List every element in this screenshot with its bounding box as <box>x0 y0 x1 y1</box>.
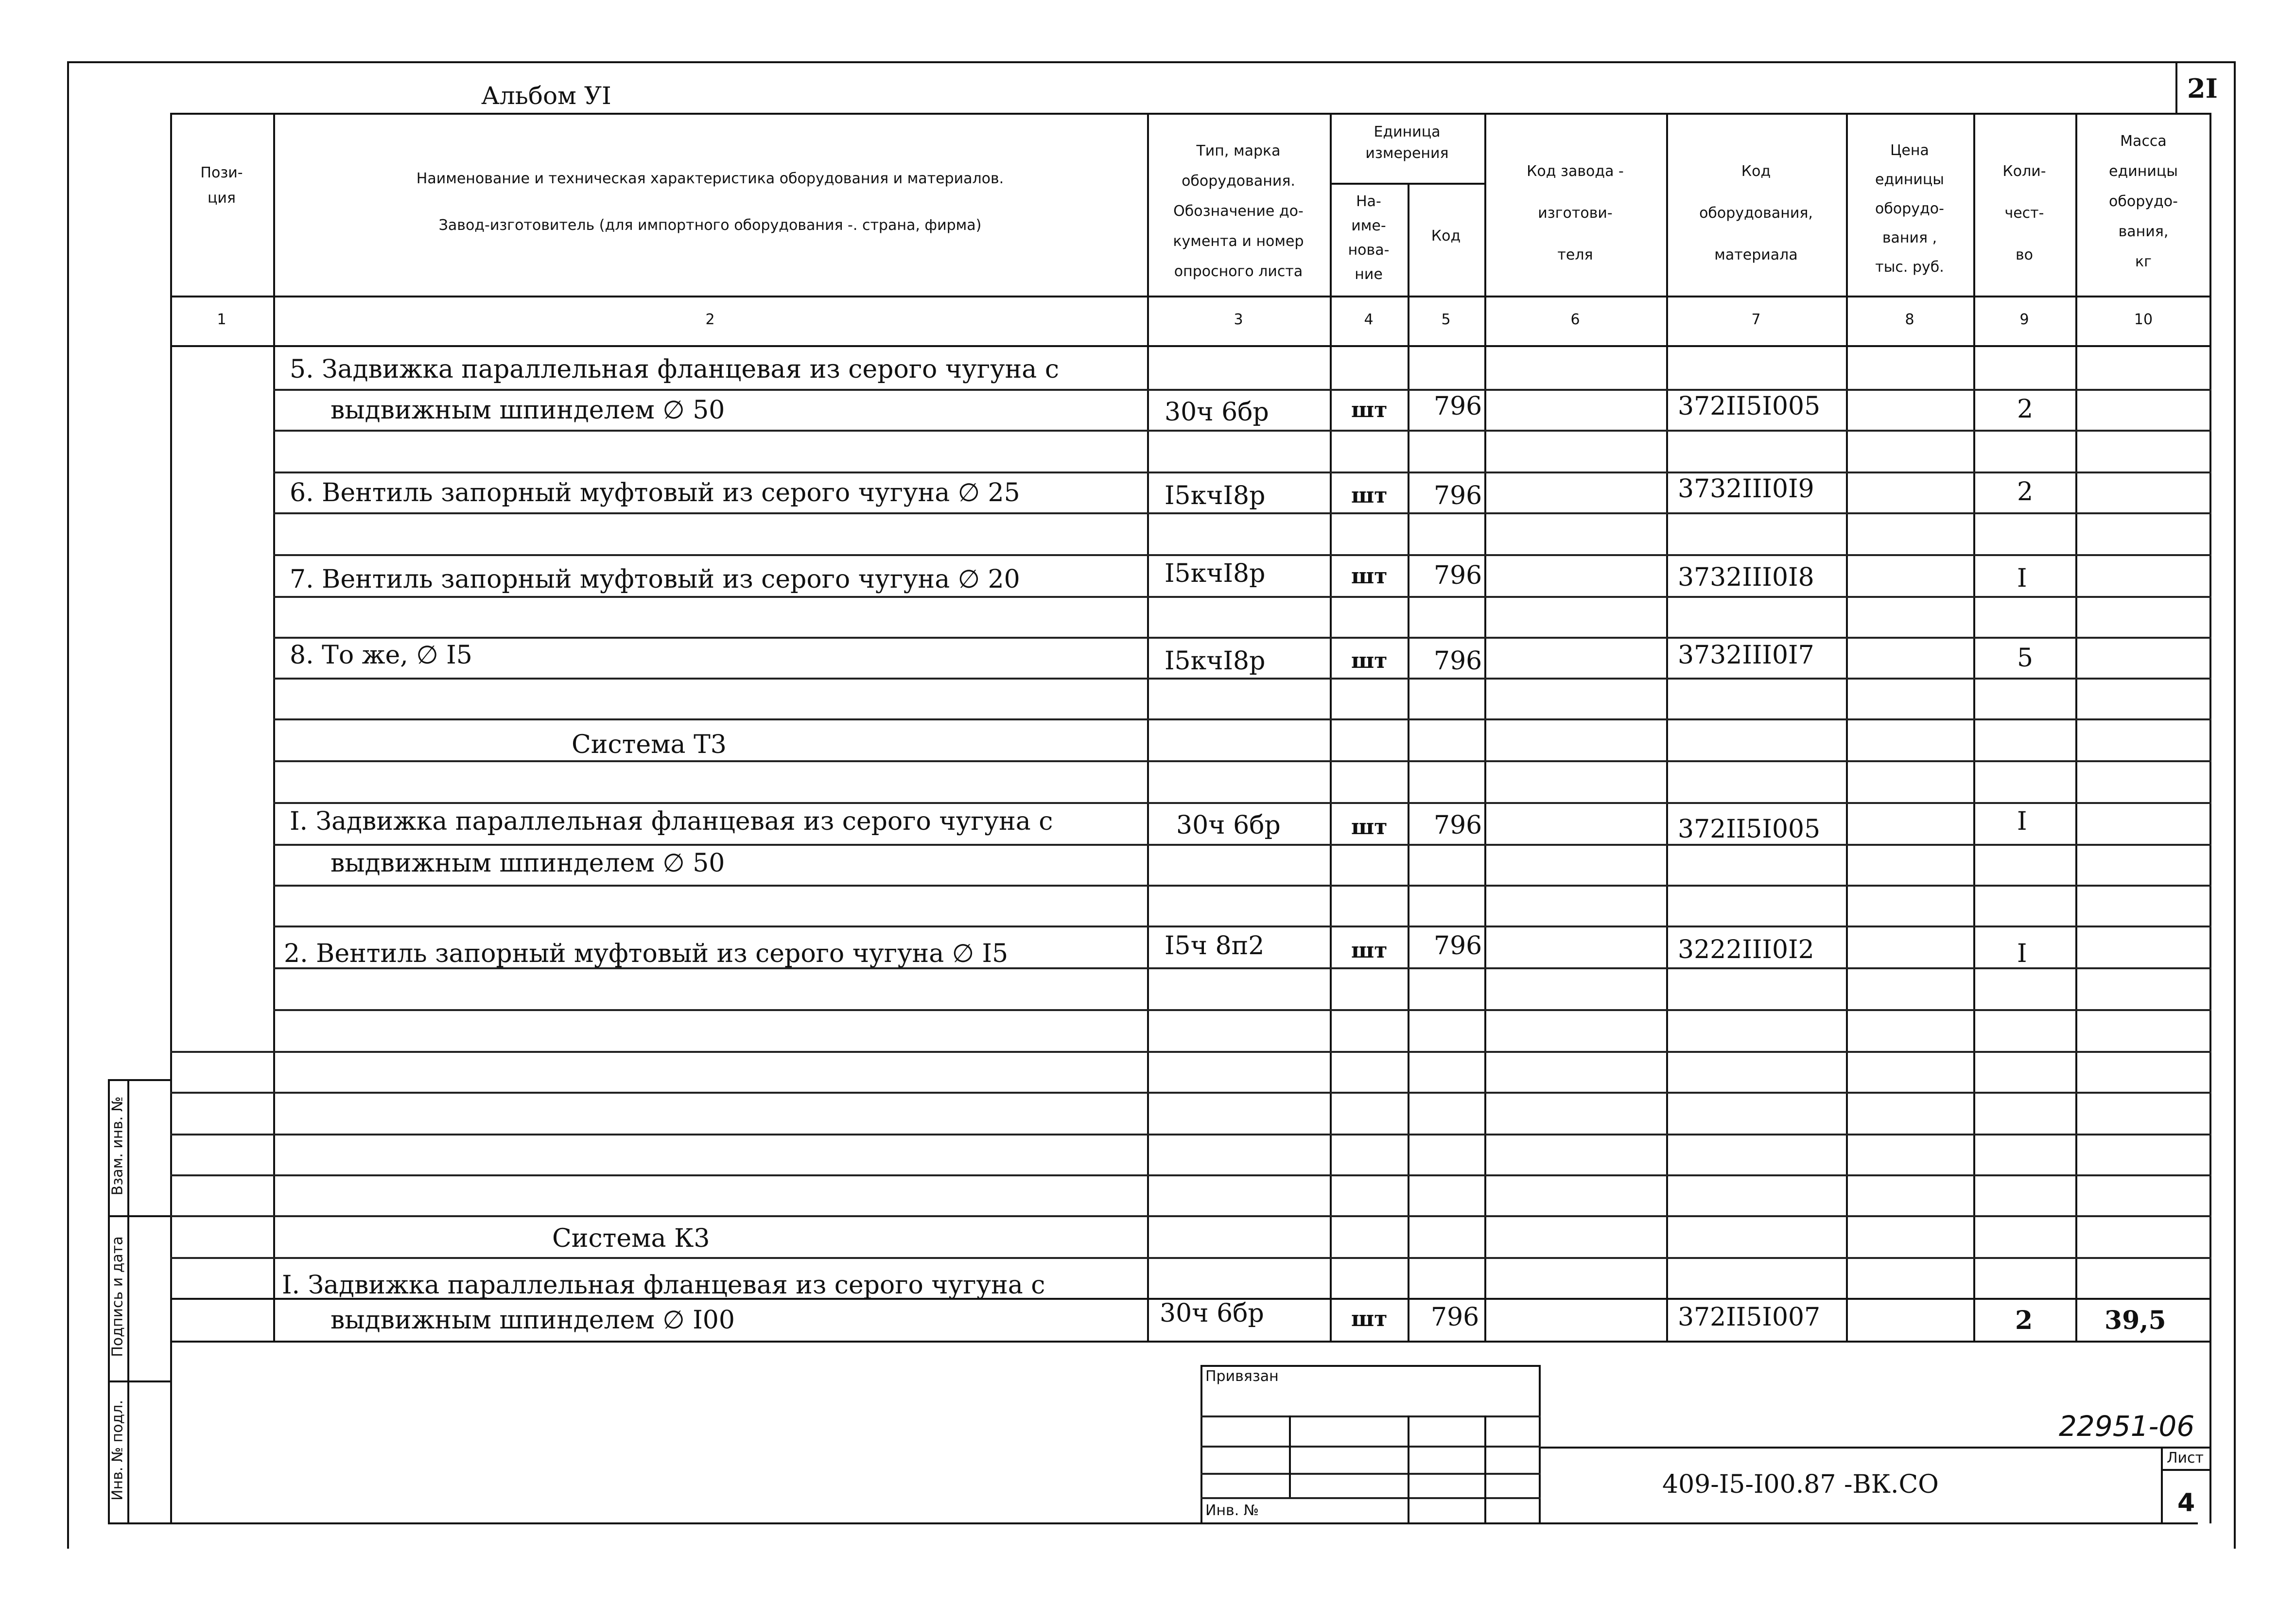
row8-name: 8. То же, ∅ I5 <box>290 641 472 670</box>
row-line <box>273 472 2211 473</box>
row-line <box>273 718 2211 720</box>
header-name: Наименование и техническая характеристика оборудования и материалов. Завод-изготовитель (для импортного оборудования -. страна, фирма) <box>416 170 1004 234</box>
t3-row2-unit-code: 796 <box>1434 931 1482 961</box>
row7-type: I5кчI8р <box>1165 559 1266 588</box>
row7-quantity: I <box>2017 564 2027 593</box>
document-code: 409-I5-I00.87 -ВК.СО <box>1662 1470 1939 1499</box>
row5-name-line2: выдвижным шпинделем ∅ 50 <box>330 396 725 425</box>
col-number-9: 9 <box>2019 311 2029 328</box>
unit-sub-line <box>1330 183 1484 185</box>
col-line-5 <box>1408 183 1409 1343</box>
t3-row2-unit: шт <box>1351 938 1388 963</box>
col-number-2: 2 <box>705 311 715 328</box>
binding-stamp-label: Привязан <box>1205 1368 1279 1385</box>
colnum-bottom-line <box>170 345 2211 347</box>
album-title: Альбом УI <box>481 82 611 110</box>
binding-stamp-col <box>1289 1415 1291 1497</box>
col-number-7: 7 <box>1751 311 1761 328</box>
row6-unit: шт <box>1351 483 1388 508</box>
header-price: Цена единицы оборудо- вания , тыс. руб. <box>1875 142 1944 276</box>
row8-quantity: 5 <box>2017 644 2034 673</box>
header-mass: Масса единицы оборудо- вания, кг <box>2109 133 2178 270</box>
system-k3-title: Система К3 <box>552 1224 710 1253</box>
row5-unit-code: 796 <box>1434 392 1482 421</box>
sheet-box-mid <box>2161 1469 2211 1471</box>
row-line <box>273 389 2211 391</box>
col-line-7 <box>1666 113 1668 1343</box>
col-line-2 <box>273 113 275 1343</box>
page-corner-number: 2I <box>2187 73 2218 104</box>
system-t3-title: Система Т3 <box>572 730 727 759</box>
row5-name-line1: 5. Задвижка параллельная фланцевая из серого чугуна с <box>290 355 1059 384</box>
header-factory-code: Код завода - изготови- теля <box>1527 163 1624 263</box>
col-line-4 <box>1330 113 1332 1343</box>
t3-row2-equipment-code: 3222III0I2 <box>1678 935 1814 964</box>
side-label-inv-orig: Инв. № подл. <box>109 1400 126 1501</box>
doc-code-separator <box>1541 1447 2211 1449</box>
row-line <box>273 596 2211 598</box>
row6-unit-code: 796 <box>1434 481 1482 510</box>
row6-quantity: 2 <box>2017 477 2034 507</box>
table-bottom-right-ext <box>2209 1343 2211 1523</box>
row-line <box>273 1009 2211 1011</box>
col-line-6 <box>1484 113 1486 1343</box>
col-number-10: 10 <box>2134 311 2153 328</box>
col-number-5: 5 <box>1441 311 1451 328</box>
header-position: Пози- ция <box>200 164 243 207</box>
row-line <box>273 844 2211 846</box>
row7-unit-code: 796 <box>1434 561 1482 590</box>
binding-stamp-line <box>1200 1415 1541 1417</box>
row7-unit: шт <box>1351 564 1388 589</box>
row-line <box>170 1134 2211 1135</box>
row7-equipment-code: 3732III0I8 <box>1678 563 1814 592</box>
t3-row1-quantity: I <box>2017 807 2027 836</box>
row5-equipment-code: 372II5I005 <box>1678 392 1821 421</box>
row8-type: I5кчI8р <box>1165 646 1266 676</box>
t3-row1-unit: шт <box>1351 815 1388 839</box>
k3-row1-quantity: 2 <box>2015 1306 2033 1335</box>
binding-stamp-col <box>1484 1415 1486 1524</box>
frame-right-line <box>2234 61 2236 1549</box>
t3-row1-name-line1: I. Задвижка параллельная фланцевая из серого чугуна с <box>290 807 1053 836</box>
row-line <box>273 885 2211 887</box>
row-line <box>170 1257 2211 1259</box>
col-number-4: 4 <box>1364 311 1374 328</box>
row7-name: 7. Вентиль запорный муфтовый из серого чугуна ∅ 20 <box>290 565 1020 594</box>
col-number-3: 3 <box>1234 311 1243 328</box>
row-line <box>170 1051 2211 1053</box>
side-stamp-line-2 <box>127 1079 129 1524</box>
frame-left-line <box>67 61 69 1549</box>
row-line <box>273 678 2211 680</box>
row8-equipment-code: 3732III0I7 <box>1678 641 1814 670</box>
row6-type: I5кчI8р <box>1165 481 1266 510</box>
row5-type: 30ч 6бр <box>1165 398 1269 427</box>
col-number-1: 1 <box>217 311 226 328</box>
t3-row1-unit-code: 796 <box>1434 811 1482 840</box>
row8-unit: шт <box>1351 648 1388 673</box>
k3-row1-unit-code: 796 <box>1431 1303 1479 1332</box>
sheet-number: 4 <box>2177 1488 2195 1518</box>
k3-row1-equipment-code: 372II5I007 <box>1678 1303 1821 1332</box>
row5-unit: шт <box>1351 398 1388 422</box>
row-line <box>273 760 2211 762</box>
binding-stamp-line <box>1200 1446 1541 1448</box>
binding-stamp-inv-label: Инв. № <box>1205 1502 1259 1519</box>
header-unit-code: Код <box>1431 227 1461 245</box>
k3-row1-mass: 39,5 <box>2105 1306 2166 1335</box>
sheet-label: Лист <box>2166 1450 2204 1467</box>
col-line-10 <box>2075 113 2077 1343</box>
header-unit-name: На- име- нова- ние <box>1348 193 1390 283</box>
binding-stamp <box>1200 1365 1541 1524</box>
frame-top-line <box>68 61 2236 63</box>
t3-row1-type: 30ч 6бр <box>1176 811 1281 840</box>
binding-stamp-col <box>1408 1415 1409 1524</box>
side-label-replacement-inv: Взам. инв. № <box>109 1096 126 1196</box>
col-number-6: 6 <box>1570 311 1580 328</box>
col-line-8 <box>1846 113 1848 1343</box>
col-number-8: 8 <box>1905 311 1914 328</box>
row-line <box>273 637 2211 639</box>
header-bottom-line <box>170 296 2211 297</box>
row-line <box>170 1092 2211 1094</box>
k3-row1-name-line1: I. Задвижка параллельная фланцевая из серого чугуна с <box>282 1271 1045 1300</box>
header-type: Тип, марка оборудования. Обозначение до- кумента и номер опросного листа <box>1173 142 1304 280</box>
row6-equipment-code: 3732III0I9 <box>1678 474 1814 504</box>
side-stamp-bottom <box>108 1522 2198 1524</box>
t3-row2-name: 2. Вентиль запорный муфтовый из серого чугуна ∅ I5 <box>284 939 1009 968</box>
row-line <box>170 1215 2211 1217</box>
header-equipment-code: Код оборудования, материала <box>1699 163 1813 263</box>
row-line <box>273 926 2211 927</box>
t3-row1-equipment-code: 372II5I005 <box>1678 815 1821 844</box>
row-line <box>273 430 2211 432</box>
col-line-3 <box>1147 113 1149 1343</box>
binding-stamp-line <box>1200 1497 1541 1499</box>
row-line <box>273 512 2211 514</box>
t3-row1-name-line2: выдвижным шпинделем ∅ 50 <box>330 849 725 878</box>
header-unit: Единица измерения <box>1365 123 1449 162</box>
inventory-number: 22951-06 <box>2059 1410 2195 1443</box>
t3-row2-quantity: I <box>2017 939 2027 968</box>
k3-row1-name-line2: выдвижным шпинделем ∅ I00 <box>330 1306 735 1335</box>
row-line <box>170 1174 2211 1176</box>
header-quantity: Коли- чест- во <box>2002 163 2046 263</box>
binding-stamp-line <box>1200 1473 1541 1475</box>
t3-row2-type: I5ч 8п2 <box>1165 931 1265 961</box>
row6-name: 6. Вентиль запорный муфтовый из серого чугуна ∅ 25 <box>290 478 1020 507</box>
row8-unit-code: 796 <box>1434 646 1482 676</box>
k3-row1-unit: шт <box>1351 1307 1388 1331</box>
col-line-9 <box>1973 113 1975 1343</box>
k3-row1-type: 30ч 6бр <box>1160 1299 1264 1328</box>
row5-quantity: 2 <box>2017 395 2034 424</box>
row-line <box>273 554 2211 556</box>
row-line <box>273 802 2211 804</box>
table-bottom-left-ext <box>170 1343 172 1523</box>
corner-box-left <box>2175 61 2177 114</box>
side-label-signature-date: Подпись и дата <box>109 1236 126 1357</box>
